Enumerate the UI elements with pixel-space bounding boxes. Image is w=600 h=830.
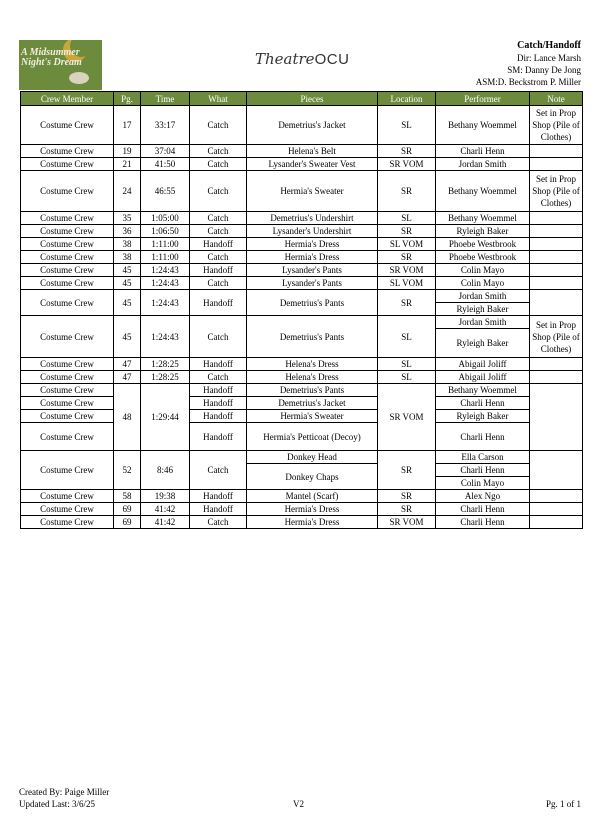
cell-what: Catch [190, 371, 247, 384]
cell-piece: Hermia's Dress [247, 516, 378, 529]
cell-performer: Charli Henn [436, 516, 530, 529]
table-row [21, 171, 583, 212]
table-row [21, 225, 583, 238]
table-row [21, 516, 583, 529]
cell-crew: Costume Crew [21, 158, 114, 171]
table-row [21, 106, 583, 145]
col-performer: Performer [436, 92, 530, 106]
cell-what: Catch [190, 451, 247, 490]
cell-time: 41:42 [141, 503, 190, 516]
cell-note: Set in Prop Shop (Pile of Clothes) [530, 106, 583, 145]
cell-performer: Phoebe Westbrook [436, 238, 530, 251]
table-row [21, 264, 583, 277]
created-by: Created By: Paige Miller [19, 787, 110, 797]
col-location: Location [378, 92, 436, 106]
cell-what: Handoff [190, 423, 247, 451]
table-row [21, 316, 583, 329]
cell-performer: Ryleigh Baker [436, 410, 530, 423]
cell-location: SL [378, 212, 436, 225]
catch-handoff-table [20, 91, 583, 529]
cell-time: 41:50 [141, 158, 190, 171]
stage-manager: SM: Danny De Jong [507, 65, 581, 75]
cell-crew: Costume Crew [21, 451, 114, 490]
cell-crew: Costume Crew [21, 423, 114, 451]
cell-crew: Costume Crew [21, 171, 114, 212]
cell-what: Handoff [190, 264, 247, 277]
cell-piece: Demetrius's Pants [247, 316, 378, 358]
brand-part1: Theatre [255, 50, 315, 68]
cell-crew: Costume Crew [21, 264, 114, 277]
cell-location: SR [378, 290, 436, 316]
table-row [21, 503, 583, 516]
cell-crew: Costume Crew [21, 290, 114, 316]
cell-piece: Demetrius's Jacket [247, 106, 378, 145]
cell-crew: Costume Crew [21, 225, 114, 238]
cell-crew: Costume Crew [21, 277, 114, 290]
cell-time: 1:24:43 [141, 277, 190, 290]
logo-line2: Night's Dream [21, 57, 82, 68]
col-what: What [190, 92, 247, 106]
cell-piece: Demetrius's Undershirt [247, 212, 378, 225]
cell-location: SR VOM [378, 384, 436, 451]
cell-location: SR [378, 503, 436, 516]
cell-page: 47 [114, 371, 141, 384]
cell-note [530, 290, 583, 316]
cell-page: 19 [114, 145, 141, 158]
cell-performer: Colin Mayo [436, 277, 530, 290]
cell-location: SR VOM [378, 158, 436, 171]
cell-time: 8:46 [141, 451, 190, 490]
cell-note [530, 238, 583, 251]
cell-what: Handoff [190, 384, 247, 397]
cell-piece: Hermia's Dress [247, 238, 378, 251]
cell-piece: Demetrius's Pants [247, 290, 378, 316]
cell-performer: Bethany Woemmel [436, 171, 530, 212]
cell-performer: Ryleigh Baker [436, 225, 530, 238]
cell-time: 1:24:43 [141, 316, 190, 358]
col-pieces: Pieces [247, 92, 378, 106]
cell-time: 1:06:50 [141, 225, 190, 238]
cell-piece: Donkey Chaps [247, 464, 378, 490]
cell-time: 41:42 [141, 516, 190, 529]
cell-what: Catch [190, 251, 247, 264]
cell-page: 24 [114, 171, 141, 212]
cell-page: 21 [114, 158, 141, 171]
cell-page: 47 [114, 358, 141, 371]
cell-time: 46:55 [141, 171, 190, 212]
cell-page: 35 [114, 212, 141, 225]
show-logo [19, 40, 102, 90]
cell-performer: Jordan Smith [436, 158, 530, 171]
cell-note [530, 225, 583, 238]
cell-piece: Mantel (Scarf) [247, 490, 378, 503]
cell-note [530, 264, 583, 277]
cell-location: SL [378, 371, 436, 384]
table-row [21, 371, 583, 384]
table-row [21, 410, 583, 423]
header-row [21, 92, 583, 106]
cell-page: 45 [114, 264, 141, 277]
cell-location: SL VOM [378, 238, 436, 251]
cell-time: 1:24:43 [141, 290, 190, 316]
cell-what: Catch [190, 158, 247, 171]
cell-crew: Costume Crew [21, 145, 114, 158]
table-row [21, 423, 583, 451]
cell-performer: Ryleigh Baker [436, 329, 530, 358]
cell-crew: Costume Crew [21, 358, 114, 371]
cell-time: 1:24:43 [141, 264, 190, 277]
table-row [21, 397, 583, 410]
cell-page: 45 [114, 316, 141, 358]
cell-page: 58 [114, 490, 141, 503]
cell-page: 69 [114, 516, 141, 529]
cell-time: 1:28:25 [141, 358, 190, 371]
cell-time: 19:38 [141, 490, 190, 503]
cell-page: 69 [114, 503, 141, 516]
cell-piece: Hermia's Dress [247, 251, 378, 264]
cell-performer: Ryleigh Baker [436, 303, 530, 316]
cell-time: 1:11:00 [141, 251, 190, 264]
header-info [476, 40, 581, 88]
page-title: Catch/Handoff [517, 40, 581, 51]
brand-part2: OCU [314, 51, 350, 68]
director: Dir: Lance Marsh [517, 53, 581, 63]
cell-crew: Costume Crew [21, 238, 114, 251]
cell-performer: Charli Henn [436, 464, 530, 477]
cell-note [530, 503, 583, 516]
cell-crew: Costume Crew [21, 503, 114, 516]
cell-performer: Colin Mayo [436, 477, 530, 490]
cell-piece: Lysander's Sweater Vest [247, 158, 378, 171]
cell-crew: Costume Crew [21, 516, 114, 529]
cell-what: Handoff [190, 503, 247, 516]
table-row [21, 212, 583, 225]
cell-piece: Helena's Dress [247, 371, 378, 384]
cell-crew: Costume Crew [21, 371, 114, 384]
cell-note [530, 516, 583, 529]
cell-time: 1:29:44 [141, 384, 190, 451]
table-row [21, 251, 583, 264]
cell-what: Catch [190, 516, 247, 529]
cell-note [530, 277, 583, 290]
cell-what: Catch [190, 212, 247, 225]
cell-page: 45 [114, 277, 141, 290]
cell-location: SL [378, 358, 436, 371]
cell-note: Set in Prop Shop (Pile of Clothes) [530, 316, 583, 358]
cell-performer: Charli Henn [436, 397, 530, 410]
cell-location: SL VOM [378, 277, 436, 290]
cell-time: 1:28:25 [141, 371, 190, 384]
cell-note [530, 371, 583, 384]
cell-what: Catch [190, 106, 247, 145]
col-time: Time [141, 92, 190, 106]
cell-location: SR [378, 171, 436, 212]
cell-note [530, 490, 583, 503]
cell-what: Handoff [190, 397, 247, 410]
cell-page: 36 [114, 225, 141, 238]
cell-performer: Charli Henn [436, 145, 530, 158]
cell-piece: Helena's Belt [247, 145, 378, 158]
cell-performer: Abigail Joliff [436, 371, 530, 384]
cell-performer: Bethany Woemmel [436, 106, 530, 145]
cell-performer: Jordan Smith [436, 316, 530, 329]
cell-crew: Costume Crew [21, 384, 114, 397]
cell-time: 1:05:00 [141, 212, 190, 225]
cell-what: Catch [190, 277, 247, 290]
cell-performer: Charli Henn [436, 503, 530, 516]
cell-performer: Alex Ngo [436, 490, 530, 503]
cell-what: Handoff [190, 490, 247, 503]
cell-crew: Costume Crew [21, 316, 114, 358]
table-row [21, 277, 583, 290]
cell-note [530, 145, 583, 158]
cell-piece: Demetrius's Pants [247, 384, 378, 397]
cell-location: SR VOM [378, 516, 436, 529]
cell-piece: Hermia's Sweater [247, 171, 378, 212]
logo-line1: A Midsummer [21, 47, 80, 58]
cell-note [530, 212, 583, 225]
cell-performer: Charli Henn [436, 423, 530, 451]
table-row [21, 145, 583, 158]
cell-what: Handoff [190, 410, 247, 423]
footer-credits [19, 786, 109, 810]
cell-performer: Abigail Joliff [436, 358, 530, 371]
cell-crew: Costume Crew [21, 251, 114, 264]
cell-note [530, 251, 583, 264]
cell-location: SR [378, 490, 436, 503]
cell-piece: Helena's Dress [247, 358, 378, 371]
cell-location: SR VOM [378, 264, 436, 277]
version-label: V2 [293, 799, 304, 809]
cell-performer: Ella Carson [436, 451, 530, 464]
cell-what: Catch [190, 171, 247, 212]
table-row [21, 358, 583, 371]
cell-performer: Bethany Woemmel [436, 212, 530, 225]
cell-what: Handoff [190, 238, 247, 251]
cell-note [530, 384, 583, 451]
cell-performer: Jordan Smith [436, 290, 530, 303]
cell-piece: Hermia's Dress [247, 503, 378, 516]
cell-note: Set in Prop Shop (Pile of Clothes) [530, 171, 583, 212]
updated-last: Updated Last: 3/6/25 [19, 799, 95, 809]
table-row [21, 384, 583, 397]
cell-what: Catch [190, 145, 247, 158]
cell-what: Handoff [190, 290, 247, 316]
cell-crew: Costume Crew [21, 490, 114, 503]
theatre-ocu-brand [255, 50, 355, 80]
cell-page: 52 [114, 451, 141, 490]
cell-location: SL [378, 106, 436, 145]
table-row [21, 490, 583, 503]
table-row [21, 451, 583, 464]
table-row [21, 290, 583, 303]
cell-what: Catch [190, 316, 247, 358]
cell-piece: Lysander's Undershirt [247, 225, 378, 238]
col-crew-member: Crew Member [21, 92, 114, 106]
cell-location: SR [378, 225, 436, 238]
cell-page: 38 [114, 238, 141, 251]
cell-performer: Colin Mayo [436, 264, 530, 277]
cell-page: 38 [114, 251, 141, 264]
cell-crew: Costume Crew [21, 397, 114, 410]
cell-note [530, 358, 583, 371]
cell-location: SR [378, 251, 436, 264]
cell-note [530, 158, 583, 171]
cell-what: Catch [190, 225, 247, 238]
table-row [21, 238, 583, 251]
cell-location: SL [378, 316, 436, 358]
cell-piece: Hermia's Petticoat (Decoy) [247, 423, 378, 451]
cell-piece: Demetrius's Jacket [247, 397, 378, 410]
cell-note [530, 451, 583, 490]
table-row [21, 158, 583, 171]
cell-time: 1:11:00 [141, 238, 190, 251]
cell-location: SR [378, 451, 436, 490]
cell-page: 48 [114, 384, 141, 451]
cell-performer: Bethany Woemmel [436, 384, 530, 397]
cell-crew: Costume Crew [21, 212, 114, 225]
cell-what: Handoff [190, 358, 247, 371]
cell-page: 17 [114, 106, 141, 145]
cell-piece: Lysander's Pants [247, 264, 378, 277]
col-page: Pg. [114, 92, 141, 106]
cell-time: 37:04 [141, 145, 190, 158]
cell-crew: Costume Crew [21, 410, 114, 423]
cell-piece: Lysander's Pants [247, 277, 378, 290]
cell-piece: Donkey Head [247, 451, 378, 464]
cell-location: SR [378, 145, 436, 158]
cell-piece: Hermia's Sweater [247, 410, 378, 423]
col-note: Note [530, 92, 583, 106]
page-number: Pg. 1 of 1 [545, 799, 581, 809]
cell-crew: Costume Crew [21, 106, 114, 145]
cell-performer: Phoebe Westbrook [436, 251, 530, 264]
cell-time: 33:17 [141, 106, 190, 145]
assistant-stage-manager: ASM:D. Beckstrom P. Miller [475, 77, 581, 87]
cell-page: 45 [114, 290, 141, 316]
